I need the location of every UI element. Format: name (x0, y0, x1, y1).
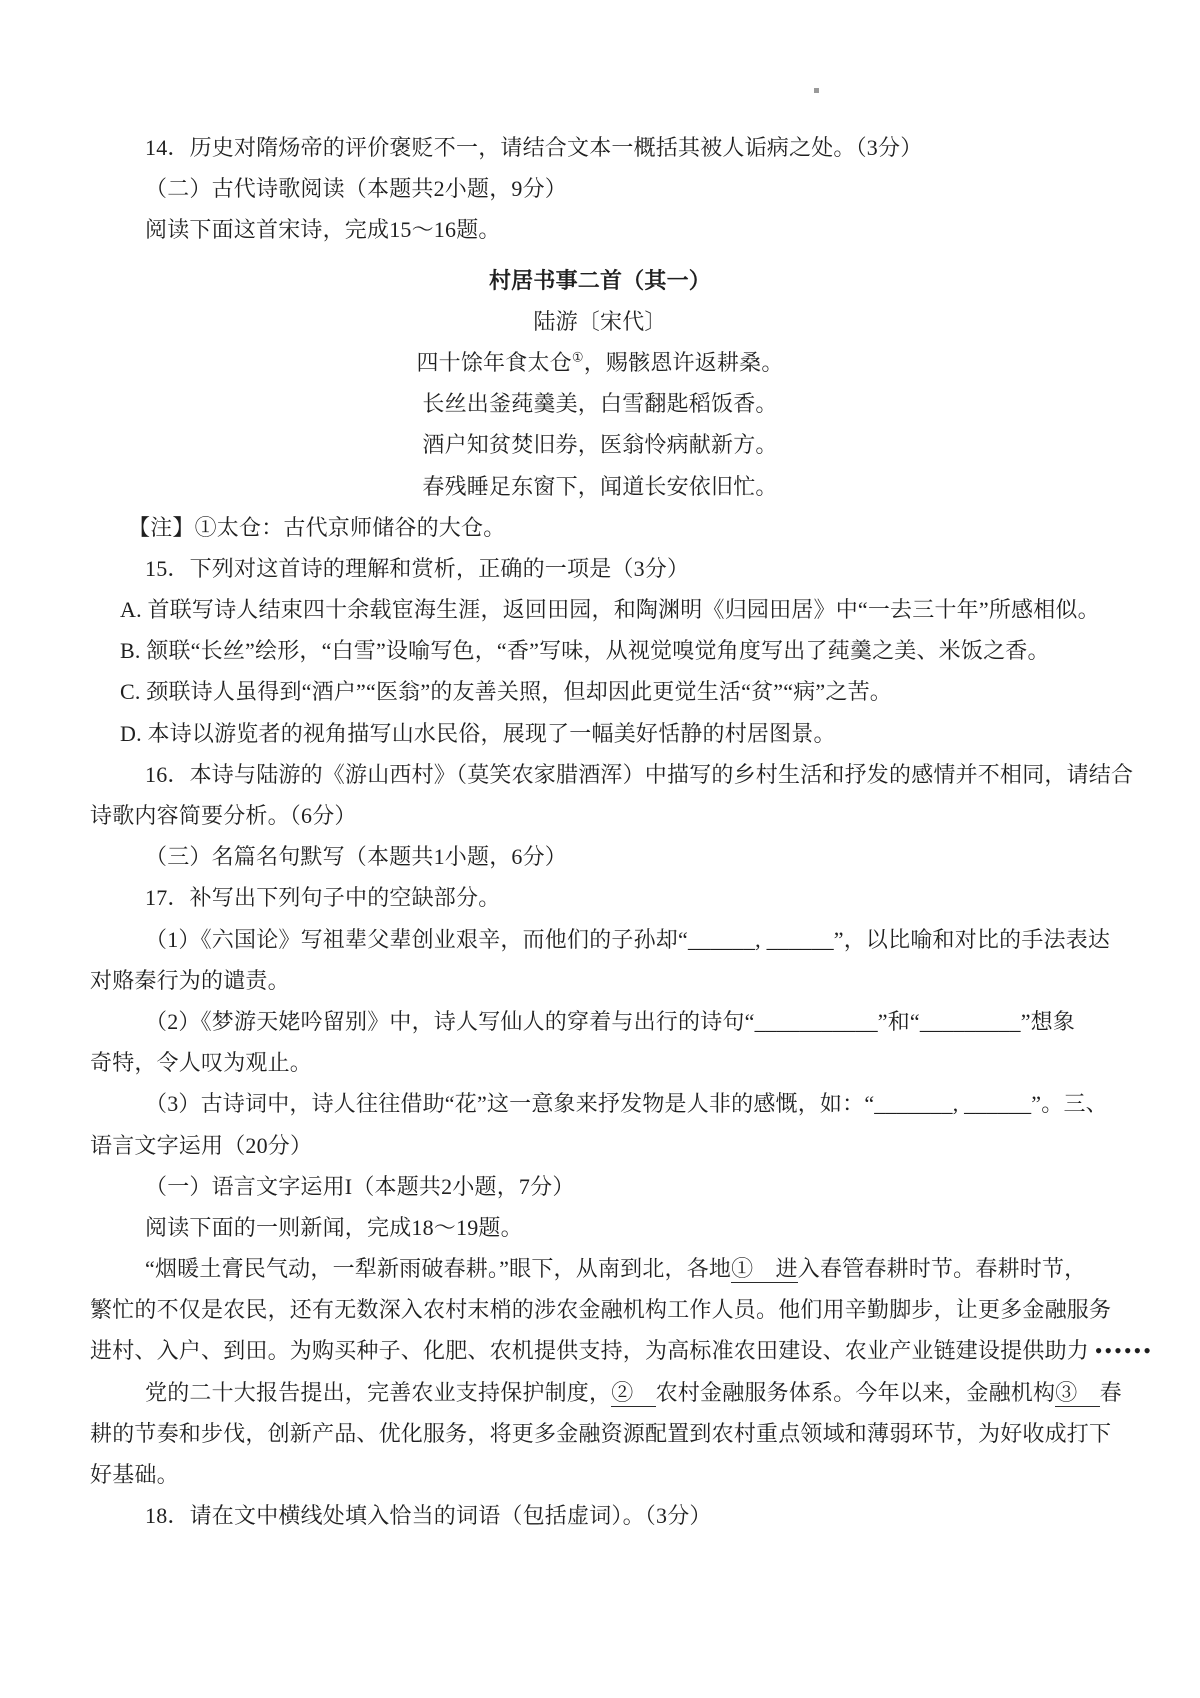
text-line (90, 877, 1110, 918)
text-segment: 党的二十大报告提出，完善农业支持保护制度， (145, 1379, 612, 1405)
text-segment: 入春管春耕时节。春耕时节， (797, 1256, 1087, 1282)
text-segment: B. 颔联“长丝”绘形，“白雪”设喻写色，“香”写味，从视觉嗅觉角度写出了莼羹之美、米饭之香。 (120, 638, 1050, 664)
text-segment: （三）名篇名句默写（本题共1小题，6分） (145, 844, 568, 870)
text-segment: A. 首联写诗人结束四十余载宦海生涯，返回田园，和陶渊明《归园田居》中“一去三十年”所感相似。 (120, 597, 1100, 623)
blank-underline: ③ (1055, 1379, 1100, 1405)
text-segment: （2）《梦游天姥吟留别》中，诗人写仙人的穿着与出行的诗句“___________”和“_________”想象 (145, 1008, 1076, 1034)
text-line (90, 960, 1110, 1001)
text-line (90, 1372, 1122, 1413)
text-line (90, 671, 1110, 712)
text-line (90, 1454, 1110, 1495)
text-line (90, 1001, 1110, 1042)
text-segment: 16．本诗与陆游的《游山西村》（莫笑农家腊酒浑）中描写的乡村生活和抒发的感情并不相同，请结合 (145, 761, 1134, 787)
text-line (90, 127, 1110, 168)
text-segment: 进村、入户、到田。为购买种子、化肥、农机提供支持，为高标准农田建设、农业产业链建设提供助力 (90, 1338, 1095, 1364)
text-segment: •••••• (1094, 1338, 1153, 1364)
text-segment: 奇特，令人叹为观止。 (90, 1050, 313, 1076)
text-segment: 长丝出釜莼羹美，白雪翻匙稻饭香。 (422, 391, 778, 417)
text-segment: 农村金融服务体系。今年以来，金融机构 (655, 1379, 1056, 1405)
text-segment: 春残睡足东窗下，闻道长安依旧忙。 (422, 473, 778, 499)
text-line (90, 466, 1110, 507)
text-segment: （1）《六国论》写祖辈父辈创业艰辛，而他们的子孙却“______, ______”，以比喻和对比的手法表达 (145, 926, 1111, 952)
text-line (90, 1125, 1110, 1166)
text-segment: （一）语言文字运用I（本题共2小题，7分） (145, 1173, 575, 1199)
text-line (90, 630, 1110, 671)
text-segment: 18．请在文中横线处填入恰当的词语（包括虚词）。（3分） (145, 1503, 712, 1529)
text-line (90, 795, 1110, 836)
text-segment: 阅读下面这首宋诗，完成15～16题。 (145, 217, 501, 243)
text-line (90, 589, 1110, 630)
blank-underline: ② (611, 1379, 656, 1405)
text-segment: 春 (1099, 1379, 1122, 1405)
text-segment: 村居书事二首（其一） (488, 267, 711, 293)
text-line (90, 1083, 1110, 1124)
text-line (90, 1413, 1110, 1454)
poem-title (90, 260, 1110, 301)
text-segment: 酒户知贫焚旧券，医翁怜病献新方。 (422, 432, 778, 458)
text-segment: C. 颈联诗人虽得到“酒户”“医翁”的友善关照，但却因此更觉生活“贫”“病”之苦。 (120, 679, 892, 705)
text-line (90, 301, 1110, 342)
text-line (90, 1042, 1110, 1083)
text-segment: 陆游〔宋代〕 (533, 308, 667, 334)
text-line (90, 1207, 1110, 1248)
text-line (90, 168, 1110, 209)
text-segment: 诗歌内容简要分析。（6分） (90, 803, 357, 828)
text-segment: D. 本诗以游览者的视角描写山水民俗，展现了一幅美好恬静的村居图景。 (120, 720, 836, 746)
text-line (90, 836, 1110, 877)
text-segment: ，赐骸恩许返耕桑。 (583, 349, 784, 375)
text-segment: 14．历史对隋炀帝的评价褒贬不一，请结合文本一概括其被人诟病之处。（3分） (145, 135, 923, 160)
text-segment: 阅读下面的一则新闻，完成18～19题。 (145, 1214, 523, 1240)
text-segment: 好基础。 (90, 1462, 179, 1487)
text-line (90, 424, 1110, 465)
text-line (90, 507, 1110, 548)
document-body (90, 127, 1153, 1536)
text-line (90, 1330, 1153, 1371)
footnote-marker: ① (571, 349, 584, 365)
text-line (90, 754, 1134, 795)
text-line (90, 1166, 1110, 1207)
text-line (90, 1289, 1110, 1330)
text-line (90, 209, 1110, 250)
text-segment: 17．补写出下列句子中的空缺部分。 (145, 885, 501, 911)
blank-underline: ① 进 (731, 1256, 798, 1282)
scan-speck (814, 88, 819, 93)
text-segment: （3）古诗词中，诗人往往借助“花”这一意象来抒发物是人非的感慨，如：“_______, ______”。三、 (145, 1091, 1108, 1117)
text-segment: 耕的节奏和步伐，创新产品、优化服务，将更多金融资源配置到农村重点领域和薄弱环节，为好收成打下 (90, 1420, 1112, 1446)
text-line (90, 548, 1110, 589)
text-line (90, 713, 1110, 754)
text-segment: （二）古代诗歌阅读（本题共2小题，9分） (145, 176, 568, 202)
text-line (90, 919, 1110, 960)
text-segment: 语言文字运用（20分） (90, 1132, 313, 1158)
text-line (90, 383, 1110, 424)
text-line (90, 1495, 1110, 1536)
text-segment: 对赂秦行为的谴责。 (90, 967, 290, 993)
text-segment: 繁忙的不仅是农民，还有无数深入农村末梢的涉农金融机构工作人员。他们用辛勤脚步，让更多金融服务 (90, 1297, 1112, 1323)
text-segment: 四十馀年食太仓 (416, 349, 572, 375)
text-line (90, 1248, 1110, 1289)
text-segment: 15．下列对这首诗的理解和赏析，正确的一项是（3分） (145, 555, 690, 581)
text-line (90, 342, 1110, 383)
text-segment: “烟暖土膏民气动，一犁新雨破春耕。”眼下，从南到北，各地 (145, 1256, 732, 1282)
text-segment: 【注】①太仓：古代京师储谷的大仓。 (128, 514, 506, 540)
